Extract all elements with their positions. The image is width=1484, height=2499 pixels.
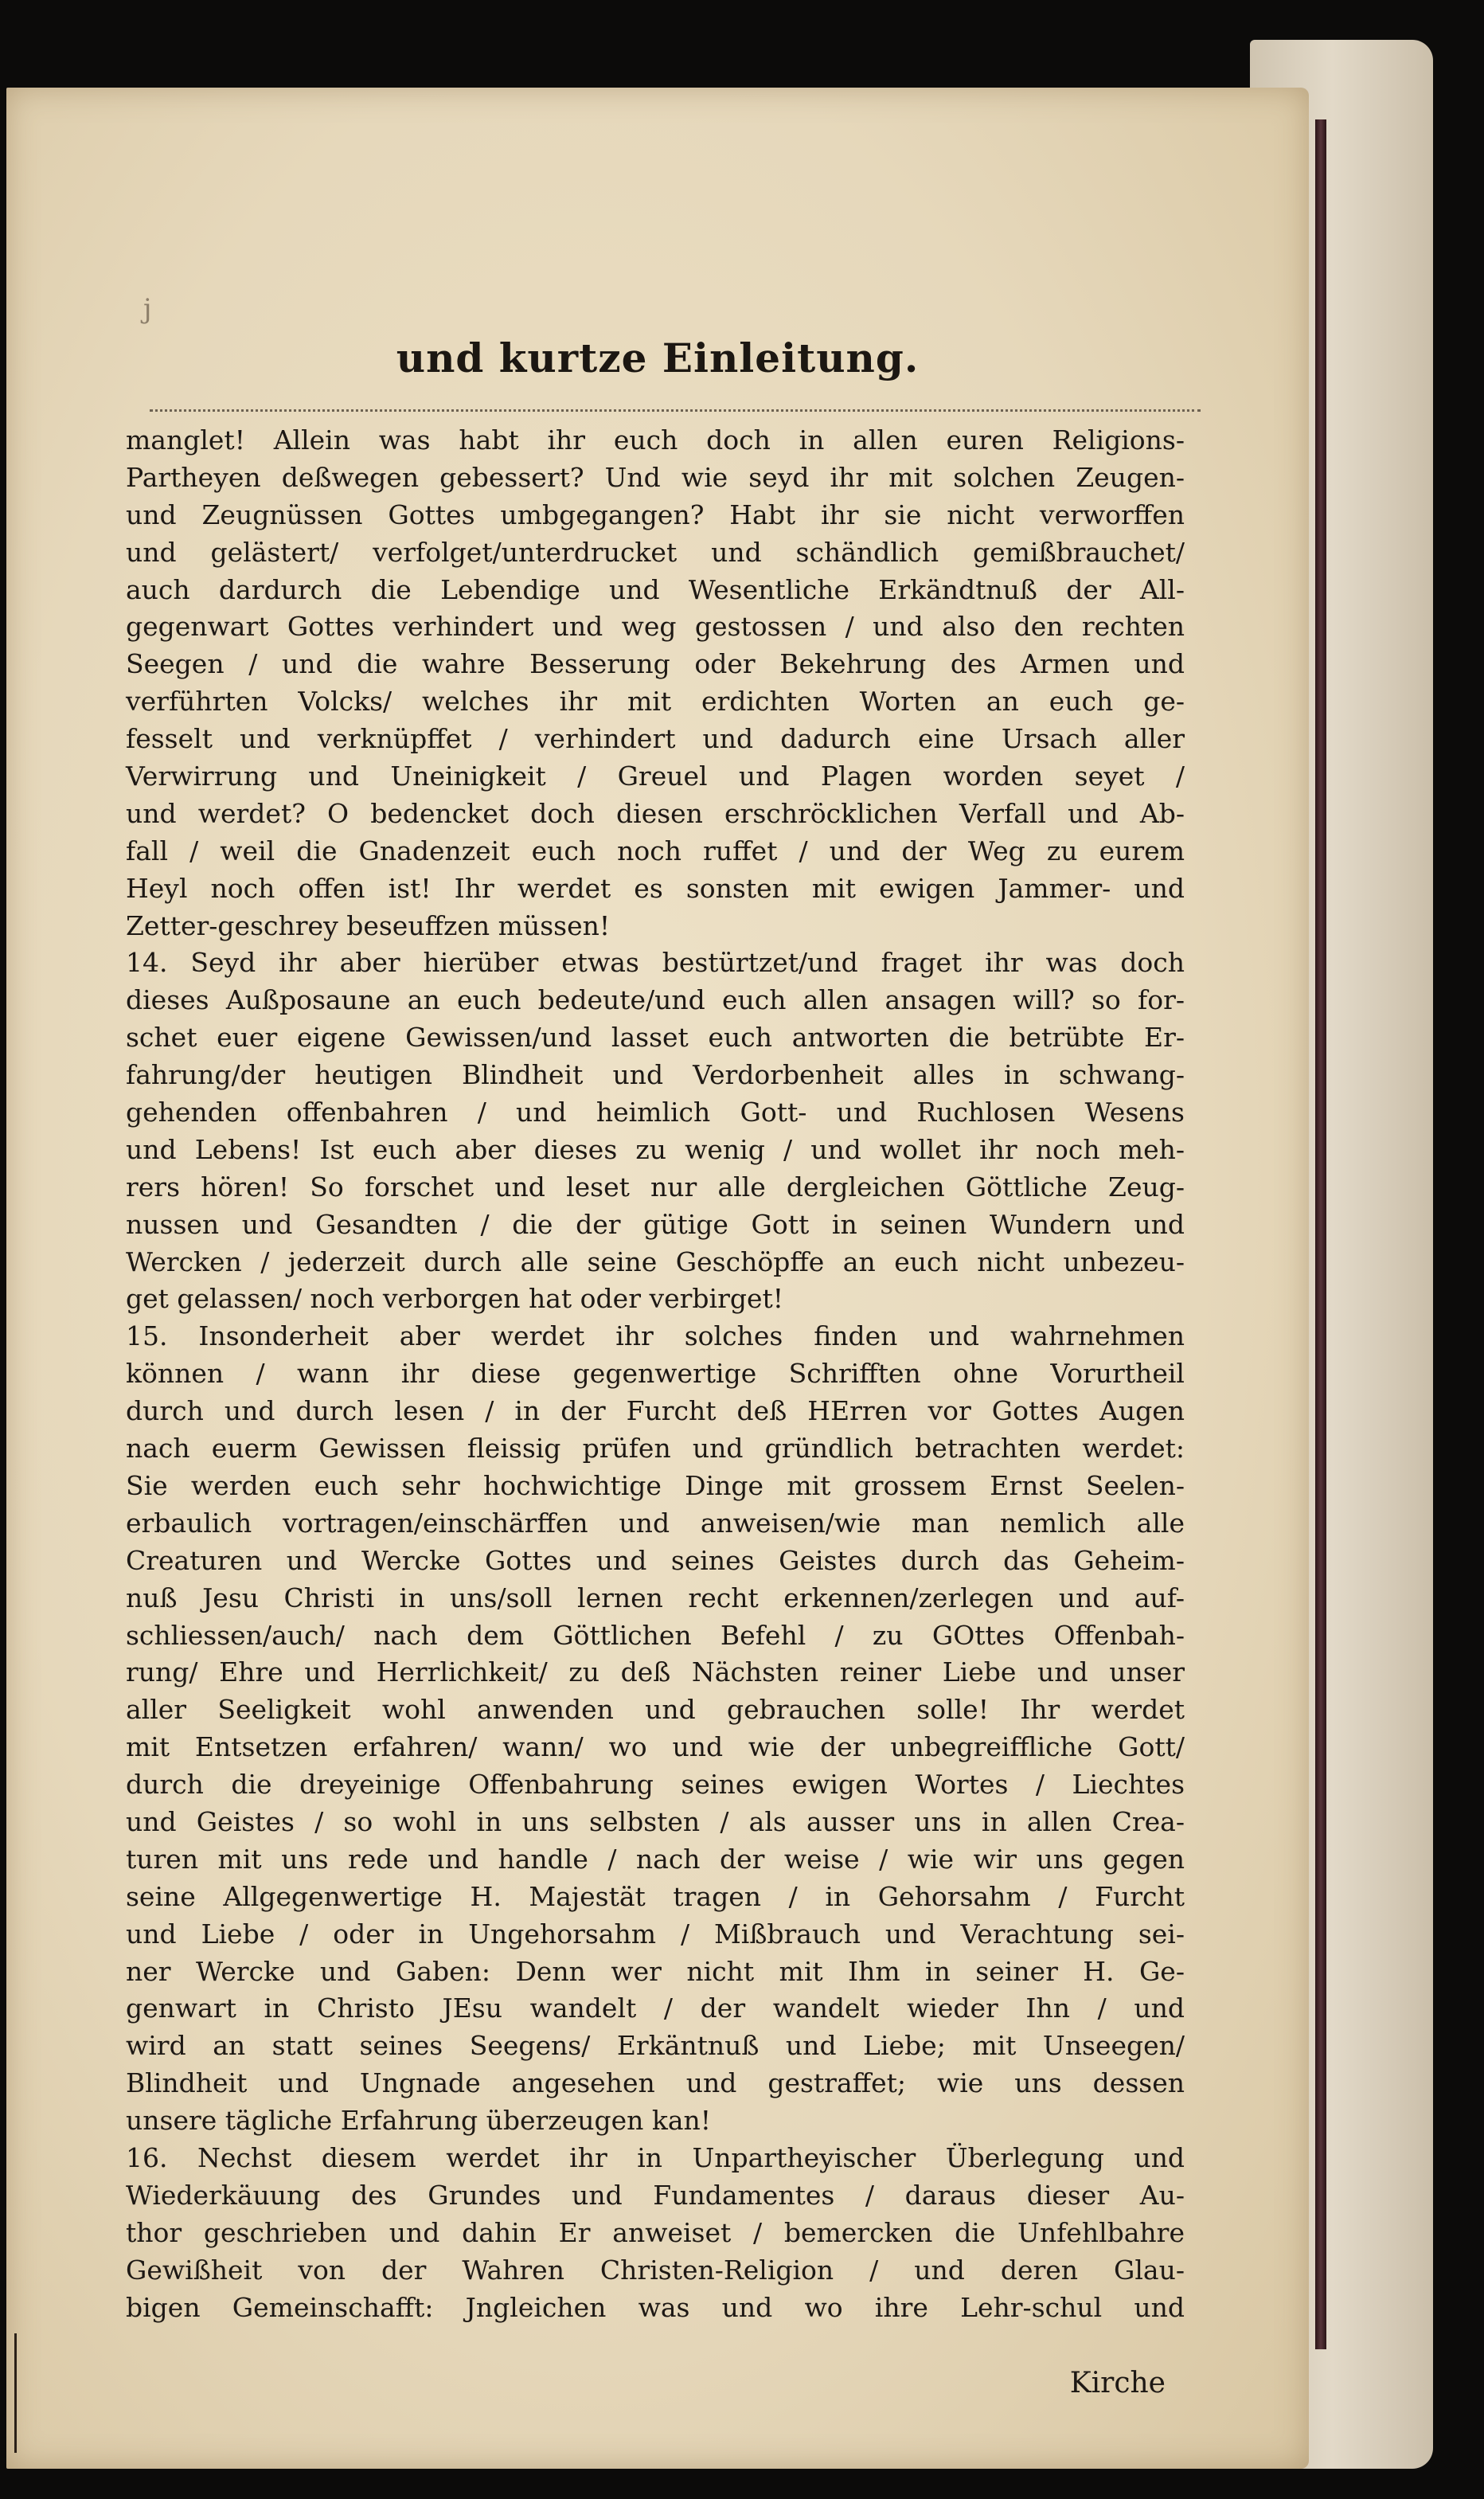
- text-line: und Zeugnüssen Gottes umbgegangen? Habt ihr sie nicht verworffen: [126, 499, 1185, 530]
- text-line: wird an statt seines Seegens/ Erkäntnuß und Liebe; mit Unseegen/: [126, 2030, 1185, 2062]
- text-line: genwart in Christo JEsu wandelt / der wandelt wieder Ihn / und: [126, 1993, 1185, 2024]
- text-line: seine Allgegenwertige H. Majestät tragen / in Gehorsahm / Furcht: [126, 1880, 1185, 1912]
- text-line: gegenwart Gottes verhindert und weg gestossen / und also den rechten: [126, 611, 1185, 643]
- text-line: thor geschrieben und dahin Er anweiset / bemercken die Unfehlbahre: [126, 2216, 1185, 2248]
- text-line: nussen und Gesandten / die der gütige Gott in seinen Wundern und: [126, 1208, 1185, 1240]
- text-line: rung/ Ehre und Herrlichkeit/ zu deß Nächsten reiner Liebe und unser: [126, 1656, 1185, 1688]
- text-line: fahrung/der heutigen Blindheit und Verdorbenheit alles in schwang-: [126, 1059, 1185, 1091]
- text-line: und Liebe / oder in Ungehorsahm / Mißbrauch und Verachtung sei-: [126, 1918, 1185, 1950]
- body-text: [126, 422, 1185, 2326]
- text-line: schliessen/auch/ nach dem Göttlichen Befehl / zu GOttes Offenbah-: [126, 1619, 1185, 1651]
- text-line: gehenden offenbahren / und heimlich Gott- und Ruchlosen Wesens: [126, 1097, 1185, 1128]
- text-line: Wercken / jederzeit durch alle seine Geschöpffe an euch nicht unbezeu-: [126, 1246, 1185, 1277]
- text-line: durch die dreyeinige Offenbahrung seines ewigen Wortes / Liechtes: [126, 1769, 1185, 1801]
- text-line: fall / weil die Gnadenzeit euch noch ruffet / und der Weg zu eurem: [126, 835, 1185, 866]
- text-line: Sie werden euch sehr hochwichtige Dinge mit grossem Ernst Seelen-: [126, 1469, 1185, 1501]
- text-line: schet euer eigene Gewissen/und lasset euch antworten die betrübte Er-: [126, 1022, 1185, 1054]
- running-head: und kurtze Einleitung.: [396, 334, 920, 381]
- text-line: 15. Insonderheit aber werdet ihr solches finden und wahrnehmen: [126, 1320, 1185, 1352]
- text-line: Creaturen und Wercke Gottes und seines Geistes durch das Geheim-: [126, 1544, 1185, 1576]
- margin-tick: [14, 2333, 17, 2453]
- text-line: bigen Gemeinschafft: Jngleichen was und wo ihre Lehr-schul und: [126, 2291, 1185, 2323]
- page-mark: j: [143, 293, 152, 325]
- text-line: können / wann ihr diese gegenwertige Schrifften ohne Vorurtheil: [126, 1358, 1185, 1390]
- text-line: erbaulich vortragen/einschärffen und anweisen/wie man nemlich alle: [126, 1507, 1185, 1539]
- text-line: unsere tägliche Erfahrung überzeugen kan!: [126, 2105, 712, 2137]
- text-line: und werdet? O bedencket doch diesen erschröcklichen Verfall und Ab-: [126, 797, 1185, 829]
- text-line: fesselt und verknüpffet / verhindert und dadurch eine Ursach aller: [126, 723, 1185, 755]
- header-rule: [150, 409, 1201, 412]
- text-line: auch dardurch die Lebendige und Wesentliche Erkändtnuß der All-: [126, 573, 1185, 605]
- text-line: nach euerm Gewissen fleissig prüfen und gründlich betrachten werdet:: [126, 1433, 1185, 1465]
- text-line: Blindheit und Ungnade angesehen und gestraffet; wie uns dessen: [126, 2067, 1185, 2099]
- text-line: und Geistes / so wohl in uns selbsten / als ausser uns in allen Crea-: [126, 1805, 1185, 1837]
- text-line: turen mit uns rede und handle / nach der weise / wie wir uns gegen: [126, 1843, 1185, 1875]
- book-page-edge: [1315, 119, 1326, 2349]
- text-line: 16. Nechst diesem werdet ihr in Unpartheyischer Überlegung und: [126, 2141, 1185, 2173]
- text-line: get gelassen/ noch verborgen hat oder verbirget!: [126, 1283, 784, 1315]
- text-line: Zetter-geschrey beseuffzen müssen!: [126, 909, 611, 941]
- text-line: manglet! Allein was habt ihr euch doch in allen euren Religions-: [126, 424, 1185, 456]
- text-line: Verwirrung und Uneinigkeit / Greuel und Plagen worden seyet /: [126, 761, 1185, 792]
- text-line: Heyl noch offen ist! Ihr werdet es sonsten mit ewigen Jammer- und: [126, 872, 1185, 904]
- text-line: Gewißheit von der Wahren Christen-Religion / und deren Glau-: [126, 2254, 1185, 2286]
- text-line: dieses Außposaune an euch bedeute/und euch allen ansagen will? so for-: [126, 984, 1185, 1016]
- text-line: Seegen / und die wahre Besserung oder Bekehrung des Armen und: [126, 648, 1185, 680]
- text-line: und gelästert/ verfolget/unterdrucket und schändlich gemißbrauchet/: [126, 536, 1185, 568]
- text-line: aller Seeligkeit wohl anwenden und gebrauchen solle! Ihr werdet: [126, 1694, 1185, 1726]
- text-line: nuß Jesu Christi in uns/soll lernen recht erkennen/zerlegen und auf-: [126, 1582, 1185, 1613]
- text-line: Partheyen deßwegen gebessert? Und wie seyd ihr mit solchen Zeugen-: [126, 461, 1185, 493]
- catchword: Kirche: [1069, 2367, 1166, 2399]
- text-line: 14. Seyd ihr aber hierüber etwas bestürtzet/und fraget ihr was doch: [126, 947, 1185, 979]
- text-line: verführten Volcks/ welches ihr mit erdichten Worten an euch ge-: [126, 686, 1185, 718]
- text-line: rers hören! So forschet und leset nur alle dergleichen Göttliche Zeug-: [126, 1171, 1185, 1203]
- text-line: ner Wercke und Gaben: Denn wer nicht mit Ihm in seiner H. Ge-: [126, 1955, 1185, 1987]
- book-page: [6, 88, 1309, 2469]
- text-line: und Lebens! Ist euch aber dieses zu wenig / und wollet ihr noch meh-: [126, 1133, 1185, 1165]
- text-line: Wiederkäuung des Grundes und Fundamentes / daraus dieser Au-: [126, 2179, 1185, 2211]
- text-line: mit Entsetzen erfahren/ wann/ wo und wie der unbegreiffliche Gott/: [126, 1731, 1185, 1763]
- text-line: durch und durch lesen / in der Furcht deß HErren vor Gottes Augen: [126, 1395, 1185, 1427]
